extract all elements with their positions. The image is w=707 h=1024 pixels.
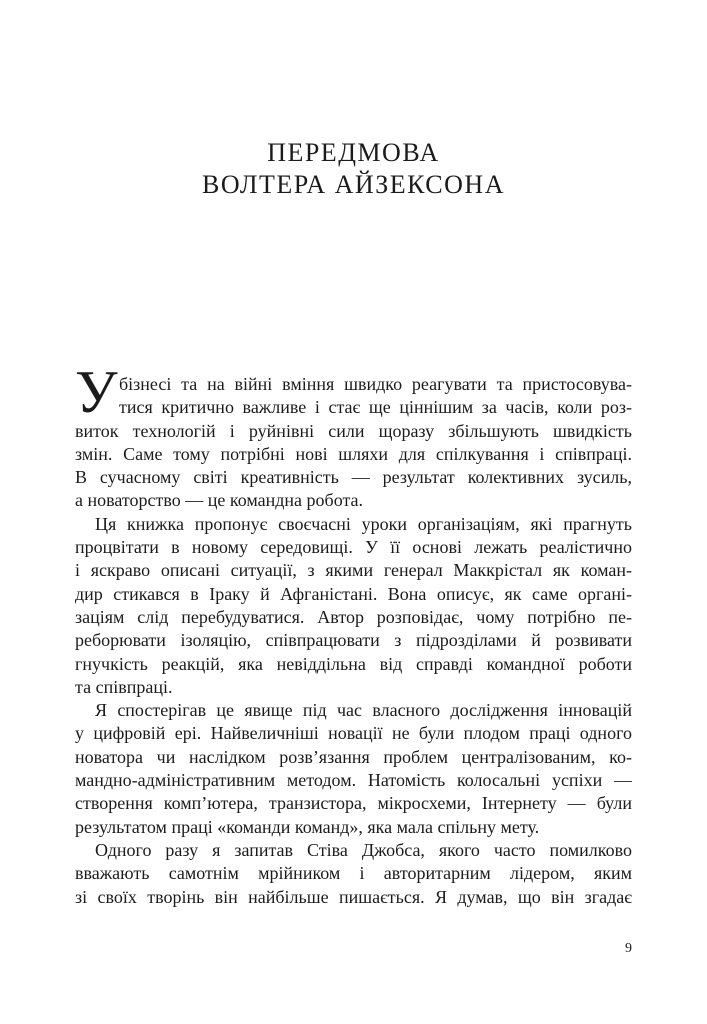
text-line: новатора чи наслідком розв’язання проблем централізованим, ко- xyxy=(75,746,632,767)
text-line: створення комп’ютера, транзистора, мікросхеми, Інтернету — були xyxy=(75,793,632,814)
paragraph-4 xyxy=(75,839,632,909)
text-line: зі своїх творінь він найбільше пишається. Я думав, що він згадає xyxy=(75,886,632,907)
text-line: Я спостерігав це явище під час власного дослідження інновацій xyxy=(95,700,632,721)
paragraph-2 xyxy=(75,513,632,699)
text-line: а новаторство — це командна робота. xyxy=(75,490,364,511)
text-line: тися критично важливе і стає ще ціннішим за часів, коли роз- xyxy=(119,397,632,418)
drop-cap: У xyxy=(75,358,118,425)
chapter-title xyxy=(0,137,707,201)
title-line-2: ВОЛТЕРА АЙЗЕКСОНА xyxy=(202,170,505,199)
text-line: бізнесі та на війні вміння швидко реагувати та пристосовува- xyxy=(119,374,632,394)
title-line-1: ПЕРЕДМОВА xyxy=(267,138,440,167)
text-line: результатом праці «команди команд», яка мала спільну мету. xyxy=(75,816,540,837)
paragraph-1 xyxy=(75,358,632,513)
text-line: процвітати в новому середовищі. У її основі лежать реалістично xyxy=(75,537,632,558)
text-line: та співпраці. xyxy=(75,676,173,697)
text-line: виток технологій і руйнівні сили щоразу збільшують швидкість xyxy=(75,420,632,441)
text-line: змін. Саме тому потрібні нові шляхи для спілкування і співпраці. xyxy=(75,443,632,464)
text-line: Одного разу я запитав Стіва Джобса, якого часто помилково xyxy=(95,839,632,860)
body-text xyxy=(75,358,632,909)
text-line: Ця книжка пропонує своєчасні уроки організаціям, які прагнуть xyxy=(95,513,632,534)
text-line: вважають самотнім мрійником і авторитарним лідером, яким xyxy=(75,863,632,884)
text-line: у цифровій ері. Найвеличніші новації не були плодом праці одного xyxy=(75,723,632,744)
text-line: гнучкість реакцій, яка невіддільна від справді командної роботи xyxy=(75,653,632,674)
text-line: В сучасному світі креативність — результат колективних зусиль, xyxy=(75,467,632,488)
text-line: і яскраво описані ситуації, з якими генерал Маккрістал як коман- xyxy=(75,560,632,581)
text-line: дир стикався в Іраку й Афганістані. Вона описує, як саме органі- xyxy=(75,583,632,604)
text-line: реборювати ізоляцію, співпрацювати з підрозділами й розвивати xyxy=(75,630,632,651)
paragraph-3 xyxy=(75,699,632,839)
text-line: заціям слід перебудуватися. Автор розповідає, чому потрібно пе- xyxy=(75,606,632,627)
text-line: мандно-адміністративним методом. Натомість колосальні успіхи — xyxy=(75,770,632,791)
page-number: 9 xyxy=(625,941,632,956)
